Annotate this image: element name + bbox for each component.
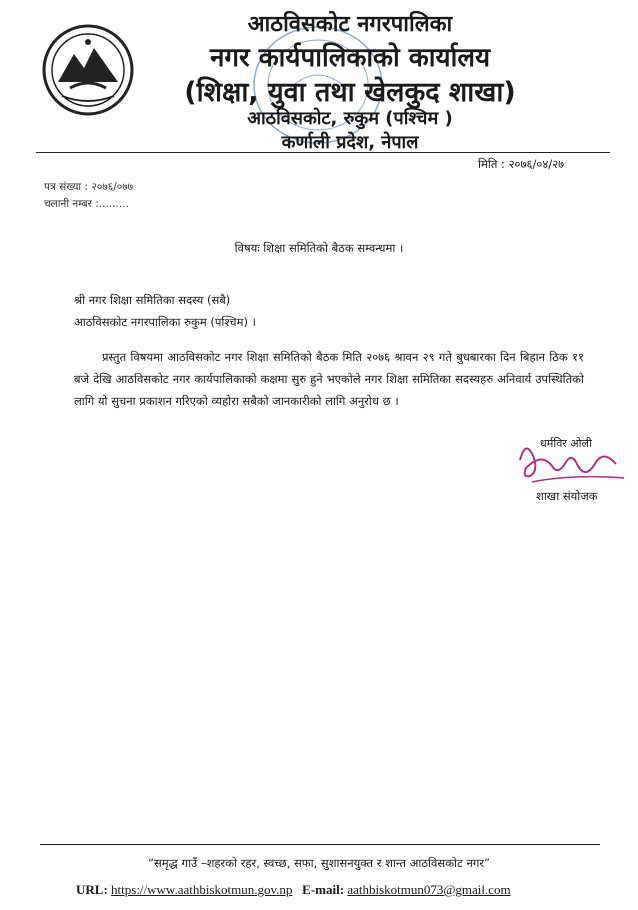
email-link[interactable]: aathbiskotmun073@gmail.com bbox=[347, 882, 511, 897]
letterhead-province: कर्णाली प्रदेश, नेपाल bbox=[281, 132, 419, 153]
letterhead-section: (शिक्षा, युवा तथा खेलकुद शाखा) bbox=[184, 77, 516, 108]
addressee-line-1: श्री नगर शिक्षा समितिका सदस्य (सबै) bbox=[74, 293, 231, 307]
footer-motto: “समृद्ध गाउँ –शहरको रहर, स्वच्छ, सफा, सुशासनयुक्त र शान्त आठविसकोट नगर” bbox=[148, 856, 490, 870]
letter-subject: विषयः शिक्षा समितिको बैठक सम्वन्धमा । bbox=[234, 241, 404, 255]
letterhead-address: आठविसकोट, रुकुम (पश्चिम ) bbox=[247, 108, 453, 129]
addressee-line-2: आठविसकोट नगरपालिका रुकुम (पश्चिम) । bbox=[74, 315, 256, 329]
url-label: URL: bbox=[76, 882, 108, 897]
letter-body: प्रस्तुत विषयमा आठविसकोट नगर शिक्षा समितिको बैठक मिति २०७६ श्रावन २९ गते बुधबारका दिन बिहान ठिक ११ बजे देखि आठविसकोट नगर कार्यपालिकाको कक्षमा सुरु हुने भएकोले नगर शिक्षा समितिका सदस्यहरु अनिवार्य उपस्थितिको लागि यो सुचना प्रकाशन गरिएको व्यहोरा सबैको जानकारीको लागि अनुरोध छ । bbox=[74, 350, 584, 408]
letterhead-municipality: आठविसकोट नगरपालिका bbox=[247, 12, 453, 37]
letter-number: पत्र संख्या : २०७६/०७७ bbox=[44, 181, 134, 193]
letterhead-office: नगर कार्यपालिकाको कार्यालय bbox=[209, 43, 491, 73]
nepal-emblem-icon bbox=[40, 22, 136, 118]
email-label: E-mail: bbox=[302, 882, 345, 897]
signatory-name: धर्मविर ओली bbox=[540, 437, 592, 450]
signatory-title: शाखा संयोजक bbox=[536, 489, 598, 503]
footer-contact bbox=[76, 882, 511, 898]
website-link[interactable]: https://www.aathbiskotmun.gov.np bbox=[111, 882, 293, 897]
letter-date: मिति : २०७६/०४/२७ bbox=[478, 157, 565, 171]
dispatch-number: चलानी नम्बर :......... bbox=[44, 198, 129, 210]
header-divider bbox=[36, 152, 610, 153]
footer-divider bbox=[40, 844, 600, 845]
